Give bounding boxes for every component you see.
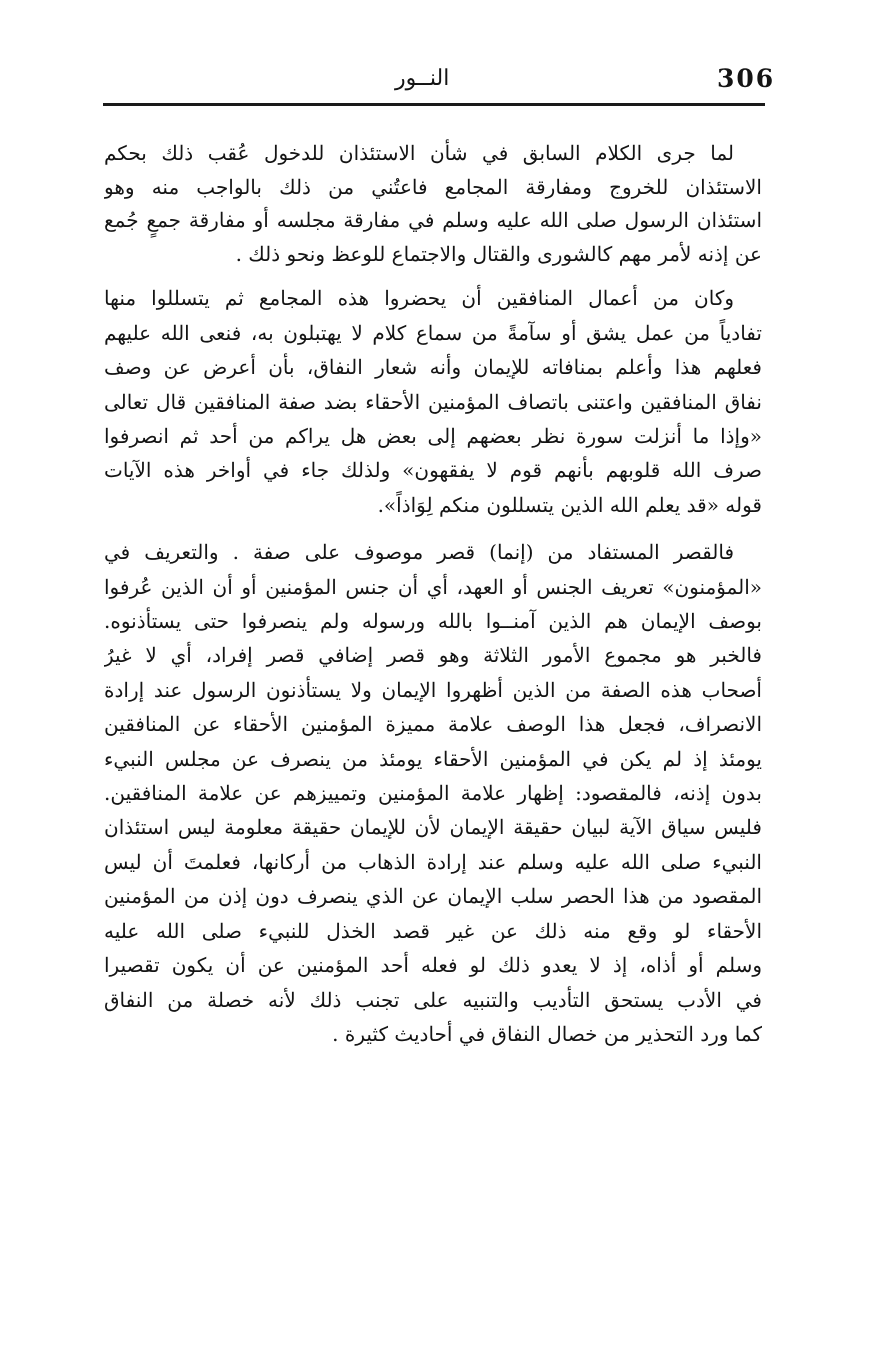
- text-line: يومئذ إذ لم يكن في المؤمنين الأحقاء يومئذ من ينصرف عن مجلس النبيء: [104, 746, 762, 771]
- text-line: بوصف الإيمان هم الذين آمنــوا بالله ورسوله ولم ينصرفوا حتى يستأذنوه.: [104, 609, 762, 634]
- text-line: «المؤمنون» تعريف الجنس أو العهد، أي أن جنس المؤمنين أو أن الذين عُرفوا: [104, 574, 762, 599]
- page-number: 306: [717, 64, 776, 93]
- text-line: وكان من أعمال المنافقين أن يحضروا هذه المجامع ثم يتسللوا منها: [104, 286, 734, 311]
- text-line: استئذان الرسول صلى الله عليه وسلم في مفارقة مجلسه أو مفارقة جمعٍ جُمع: [104, 208, 762, 233]
- text-line: «وإذا ما أنزلت سورة نظر بعضهم إلى بعض هل يراكم من أحد ثم انصرفوا: [104, 424, 762, 448]
- text-line: بدون إذنه، فالمقصود: إظهار علامة المؤمنين وتمييزهم عن علامة المنافقين.: [104, 781, 762, 806]
- text-line: الانصراف، فجعل هذا الوصف علامة مميزة المؤمنين الأحقاء عن المنافقين: [104, 712, 762, 737]
- text-line: فليس سياق الآية لبيان حقيقة الإيمان لأن للإيمان حقيقة معلومة ليس استئذان: [104, 815, 762, 840]
- text-line: نفاق المنافقين واعتنى باتصاف المؤمنين الأحقاء بضد صفة المنافقين قال تعالى: [104, 389, 762, 414]
- text-line: في الأدب يستحق التأديب والتنبيه على تجنب ذلك لأنه خصلة من النفاق: [104, 987, 762, 1012]
- body-text: [104, 137, 762, 1051]
- text-line: فعلهم هذا وأعلم بمنافاته للإيمان وأنه شعار النفاق، بأن أعرض عن وصف: [104, 355, 762, 380]
- text-line: المقصود من هذا الحصر سلب الإيمان عن الذي ينصرف دون إذن من المؤمنين: [104, 884, 762, 909]
- text-line: الاستئذان للخروج ومفارقة المجامع فاعتُني من ذلك بالواجب منه وهو: [104, 174, 762, 199]
- text-line: الأحقاء لو وقع منه ذلك عن غير قصد الخذل للنبيء صلى الله عليه: [104, 918, 762, 943]
- text-line: لما جرى الكلام السابق في شأن الاستئذان للدخول عُقب ذلك بحكم: [104, 141, 734, 165]
- text-line: قوله «قد يعلم الله الذين يتسللون منكم لِوَاذاً».: [377, 492, 762, 517]
- running-title: النــور: [395, 66, 450, 91]
- text-line: فالقصر المستفاد من (إنما) قصر موصوف على صفة . والتعريف في: [104, 540, 734, 565]
- text-line: تفادياً من عمل يشق أو سآمةً من سماع كلام لا يهتبلون به، فنعى الله عليهم: [104, 320, 762, 345]
- text-line: فالخبر هو مجموع الأمور الثلاثة وهو قصر إضافي قصر إفراد، أي لا غيرُ: [104, 643, 762, 668]
- text-line: عن إذنه لأمر مهم كالشورى والقتال والاجتماع للوعظ ونحو ذلك .: [235, 241, 762, 266]
- header-rule: [103, 103, 765, 106]
- paragraph-2: [104, 281, 762, 522]
- page-header: [103, 58, 776, 102]
- text-line: النبيء صلى الله عليه وسلم عند إرادة الذهاب من أركانها، فعلمتَ أن ليس: [104, 849, 762, 874]
- paragraph-1: [104, 137, 762, 271]
- paragraph-3: [104, 535, 762, 1051]
- text-line: صرف الله قلوبهم بأنهم قوم لا يفقهون» ولذلك جاء في أواخر هذه الآيات: [104, 458, 762, 483]
- text-line: كما ورد التحذير من خصال النفاق في أحاديث كثيرة .: [332, 1021, 762, 1046]
- text-line: وسلم أو أذاه، إذ لا يعدو ذلك لو فعله أحد المؤمنين عن أن يكون تقصيرا: [104, 953, 762, 978]
- text-line: أصحاب هذه الصفة من الذين أظهروا الإيمان ولا يستأذنون الرسول عند إرادة: [104, 677, 762, 702]
